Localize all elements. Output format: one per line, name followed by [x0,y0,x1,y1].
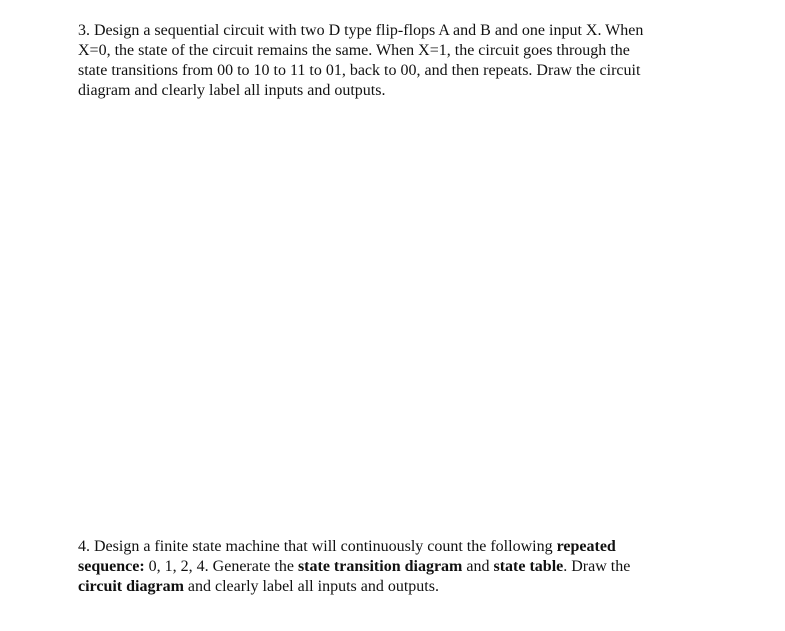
question-3 [78,21,718,101]
question-4-text: . Draw the [563,558,631,575]
question-4 [78,537,718,597]
question-4-line-3 [78,577,718,597]
question-4-bold-state-transition-diagram: state transition diagram [297,558,463,575]
question-3-line-1: 3. Design a sequential circuit with two D type flip-flops A and B and one input X. When [78,22,644,39]
question-4-line-1 [78,537,718,557]
question-4-bold-sequence: sequence: [78,558,145,575]
question-4-text: and [462,558,494,575]
question-4-text: 0, 1, 2, 4. Generate the [144,558,298,575]
question-4-bold-state-table: state table [493,558,564,575]
question-4-bold-repeated: repeated [556,538,616,555]
question-4-line-2 [78,557,718,577]
question-4-bold-circuit-diagram: circuit diagram [78,578,184,595]
question-3-line-4: diagram and clearly label all inputs and outputs. [78,82,386,99]
question-4-text: 4. Design a finite state machine that will continuously count the following [78,538,557,555]
question-3-line-3: state transitions from 00 to 10 to 11 to 01, back to 00, and then repeats. Draw the circuit [78,62,641,79]
question-4-text: and clearly label all inputs and outputs. [183,578,439,595]
question-3-line-2: X=0, the state of the circuit remains the same. When X=1, the circuit goes through the [78,42,630,59]
